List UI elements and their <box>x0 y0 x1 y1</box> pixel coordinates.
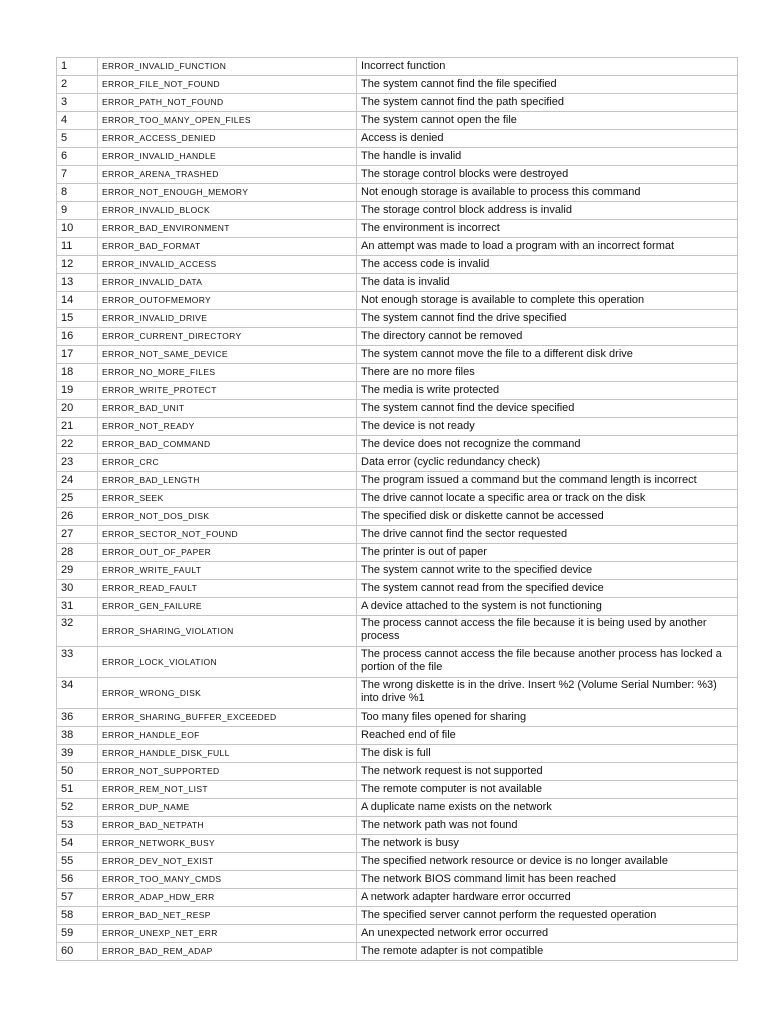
error-constant-cell: ERROR_PATH_NOT_FOUND <box>98 94 357 112</box>
error-description-cell: The system cannot find the file specified <box>357 76 738 94</box>
error-description-cell: The data is invalid <box>357 274 738 292</box>
error-constant-cell: ERROR_OUT_OF_PAPER <box>98 544 357 562</box>
error-description-cell: The drive cannot locate a specific area or track on the disk <box>357 490 738 508</box>
table-row <box>57 112 738 130</box>
error-constant-cell: ERROR_BAD_LENGTH <box>98 472 357 490</box>
error-description-cell: The drive cannot find the sector requested <box>357 526 738 544</box>
table-row <box>57 328 738 346</box>
table-row <box>57 526 738 544</box>
error-description-cell: The disk is full <box>357 745 738 763</box>
table-row <box>57 346 738 364</box>
error-constant-cell: ERROR_REM_NOT_LIST <box>98 781 357 799</box>
error-number-cell: 36 <box>57 709 98 727</box>
error-constant-cell: ERROR_TOO_MANY_OPEN_FILES <box>98 112 357 130</box>
error-number-cell: 39 <box>57 745 98 763</box>
error-constant-cell: ERROR_BAD_UNIT <box>98 400 357 418</box>
error-constant-cell: ERROR_WRITE_PROTECT <box>98 382 357 400</box>
error-number-cell: 4 <box>57 112 98 130</box>
error-description-cell: The device is not ready <box>357 418 738 436</box>
error-description-cell: The wrong diskette is in the drive. Insert %2 (Volume Serial Number: %3) into drive %1 <box>357 678 738 709</box>
table-row <box>57 238 738 256</box>
table-row <box>57 274 738 292</box>
table-row <box>57 508 738 526</box>
table-row <box>57 490 738 508</box>
error-number-cell: 6 <box>57 148 98 166</box>
error-description-cell: The system cannot find the drive specified <box>357 310 738 328</box>
error-constant-cell: ERROR_BAD_FORMAT <box>98 238 357 256</box>
table-row <box>57 616 738 647</box>
error-constant-cell: ERROR_NETWORK_BUSY <box>98 835 357 853</box>
error-constant-cell: ERROR_UNEXP_NET_ERR <box>98 925 357 943</box>
error-description-cell: The network request is not supported <box>357 763 738 781</box>
error-description-cell: The network path was not found <box>357 817 738 835</box>
table-row <box>57 58 738 76</box>
error-number-cell: 9 <box>57 202 98 220</box>
error-description-cell: The network is busy <box>357 835 738 853</box>
error-constant-cell: ERROR_DEV_NOT_EXIST <box>98 853 357 871</box>
error-number-cell: 18 <box>57 364 98 382</box>
table-row <box>57 94 738 112</box>
error-description-cell: Not enough storage is available to process this command <box>357 184 738 202</box>
table-row <box>57 799 738 817</box>
error-number-cell: 24 <box>57 472 98 490</box>
table-row <box>57 382 738 400</box>
error-number-cell: 55 <box>57 853 98 871</box>
table-row <box>57 647 738 678</box>
error-description-cell: A duplicate name exists on the network <box>357 799 738 817</box>
error-constant-cell: ERROR_CURRENT_DIRECTORY <box>98 328 357 346</box>
error-number-cell: 50 <box>57 763 98 781</box>
error-number-cell: 8 <box>57 184 98 202</box>
error-constant-cell: ERROR_FILE_NOT_FOUND <box>98 76 357 94</box>
error-number-cell: 13 <box>57 274 98 292</box>
error-constant-cell: ERROR_WRITE_FAULT <box>98 562 357 580</box>
error-number-cell: 28 <box>57 544 98 562</box>
table-row <box>57 310 738 328</box>
error-number-cell: 27 <box>57 526 98 544</box>
error-description-cell: Access is denied <box>357 130 738 148</box>
error-constant-cell: ERROR_SHARING_BUFFER_EXCEEDED <box>98 709 357 727</box>
error-description-cell: The device does not recognize the command <box>357 436 738 454</box>
error-description-cell: The system cannot open the file <box>357 112 738 130</box>
table-row <box>57 817 738 835</box>
error-description-cell: The process cannot access the file because another process has locked a portion of the file <box>357 647 738 678</box>
error-description-cell: A device attached to the system is not functioning <box>357 598 738 616</box>
error-number-cell: 51 <box>57 781 98 799</box>
error-number-cell: 1 <box>57 58 98 76</box>
error-constant-cell: ERROR_NO_MORE_FILES <box>98 364 357 382</box>
error-description-cell: The program issued a command but the command length is incorrect <box>357 472 738 490</box>
table-row <box>57 853 738 871</box>
error-number-cell: 25 <box>57 490 98 508</box>
error-number-cell: 12 <box>57 256 98 274</box>
error-number-cell: 32 <box>57 616 98 647</box>
error-constant-cell: ERROR_HANDLE_EOF <box>98 727 357 745</box>
error-description-cell: The specified server cannot perform the requested operation <box>357 907 738 925</box>
table-row <box>57 598 738 616</box>
table-row <box>57 256 738 274</box>
error-constant-cell: ERROR_WRONG_DISK <box>98 678 357 709</box>
table-row <box>57 835 738 853</box>
table-row <box>57 166 738 184</box>
table-row <box>57 943 738 961</box>
error-constant-cell: ERROR_NOT_DOS_DISK <box>98 508 357 526</box>
error-number-cell: 59 <box>57 925 98 943</box>
error-constant-cell: ERROR_BAD_NET_RESP <box>98 907 357 925</box>
error-number-cell: 57 <box>57 889 98 907</box>
error-constant-cell: ERROR_INVALID_BLOCK <box>98 202 357 220</box>
error-constant-cell: ERROR_SHARING_VIOLATION <box>98 616 357 647</box>
error-constant-cell: ERROR_DUP_NAME <box>98 799 357 817</box>
error-constant-cell: ERROR_NOT_ENOUGH_MEMORY <box>98 184 357 202</box>
table-row <box>57 202 738 220</box>
table-row <box>57 418 738 436</box>
error-description-cell: There are no more files <box>357 364 738 382</box>
error-number-cell: 26 <box>57 508 98 526</box>
error-description-cell: The system cannot write to the specified device <box>357 562 738 580</box>
error-description-cell: A network adapter hardware error occurred <box>357 889 738 907</box>
error-number-cell: 30 <box>57 580 98 598</box>
error-description-cell: The printer is out of paper <box>357 544 738 562</box>
error-constant-cell: ERROR_READ_FAULT <box>98 580 357 598</box>
error-constant-cell: ERROR_TOO_MANY_CMDS <box>98 871 357 889</box>
error-number-cell: 31 <box>57 598 98 616</box>
error-number-cell: 14 <box>57 292 98 310</box>
error-description-cell: The handle is invalid <box>357 148 738 166</box>
table-row <box>57 925 738 943</box>
table-row <box>57 454 738 472</box>
error-constant-cell: ERROR_INVALID_FUNCTION <box>98 58 357 76</box>
table-row <box>57 220 738 238</box>
error-description-cell: Not enough storage is available to complete this operation <box>357 292 738 310</box>
error-number-cell: 38 <box>57 727 98 745</box>
error-description-cell: The media is write protected <box>357 382 738 400</box>
error-code-table-body <box>57 58 738 961</box>
table-row <box>57 871 738 889</box>
table-row <box>57 436 738 454</box>
error-constant-cell: ERROR_BAD_COMMAND <box>98 436 357 454</box>
error-description-cell: The system cannot find the device specified <box>357 400 738 418</box>
table-row <box>57 472 738 490</box>
error-constant-cell: ERROR_SEEK <box>98 490 357 508</box>
error-description-cell: The storage control block address is invalid <box>357 202 738 220</box>
error-description-cell: The access code is invalid <box>357 256 738 274</box>
table-row <box>57 763 738 781</box>
error-number-cell: 34 <box>57 678 98 709</box>
error-number-cell: 17 <box>57 346 98 364</box>
error-number-cell: 22 <box>57 436 98 454</box>
table-row <box>57 562 738 580</box>
error-description-cell: The directory cannot be removed <box>357 328 738 346</box>
error-number-cell: 7 <box>57 166 98 184</box>
error-number-cell: 33 <box>57 647 98 678</box>
error-description-cell: The specified disk or diskette cannot be accessed <box>357 508 738 526</box>
error-number-cell: 52 <box>57 799 98 817</box>
error-constant-cell: ERROR_NOT_SUPPORTED <box>98 763 357 781</box>
table-row <box>57 727 738 745</box>
error-constant-cell: ERROR_INVALID_ACCESS <box>98 256 357 274</box>
error-constant-cell: ERROR_OUTOFMEMORY <box>98 292 357 310</box>
error-constant-cell: ERROR_CRC <box>98 454 357 472</box>
error-description-cell: The system cannot move the file to a different disk drive <box>357 346 738 364</box>
error-number-cell: 11 <box>57 238 98 256</box>
error-description-cell: The process cannot access the file because it is being used by another process <box>357 616 738 647</box>
table-row <box>57 678 738 709</box>
error-number-cell: 3 <box>57 94 98 112</box>
error-number-cell: 21 <box>57 418 98 436</box>
error-description-cell: The remote computer is not available <box>357 781 738 799</box>
error-constant-cell: ERROR_ARENA_TRASHED <box>98 166 357 184</box>
error-constant-cell: ERROR_HANDLE_DISK_FULL <box>98 745 357 763</box>
error-number-cell: 29 <box>57 562 98 580</box>
error-description-cell: The specified network resource or device is no longer available <box>357 853 738 871</box>
error-constant-cell: ERROR_BAD_ENVIRONMENT <box>98 220 357 238</box>
error-description-cell: The environment is incorrect <box>357 220 738 238</box>
table-row <box>57 148 738 166</box>
table-row <box>57 781 738 799</box>
error-description-cell: Incorrect function <box>357 58 738 76</box>
error-constant-cell: ERROR_LOCK_VIOLATION <box>98 647 357 678</box>
error-description-cell: The storage control blocks were destroyed <box>357 166 738 184</box>
table-row <box>57 709 738 727</box>
table-row <box>57 580 738 598</box>
table-row <box>57 889 738 907</box>
table-row <box>57 544 738 562</box>
error-description-cell: Too many files opened for sharing <box>357 709 738 727</box>
error-number-cell: 23 <box>57 454 98 472</box>
error-number-cell: 60 <box>57 943 98 961</box>
error-number-cell: 16 <box>57 328 98 346</box>
error-description-cell: The system cannot read from the specified device <box>357 580 738 598</box>
error-description-cell: An unexpected network error occurred <box>357 925 738 943</box>
error-constant-cell: ERROR_BAD_REM_ADAP <box>98 943 357 961</box>
error-constant-cell: ERROR_NOT_SAME_DEVICE <box>98 346 357 364</box>
error-description-cell: An attempt was made to load a program with an incorrect format <box>357 238 738 256</box>
error-number-cell: 2 <box>57 76 98 94</box>
table-row <box>57 184 738 202</box>
error-description-cell: The remote adapter is not compatible <box>357 943 738 961</box>
error-constant-cell: ERROR_ADAP_HDW_ERR <box>98 889 357 907</box>
error-number-cell: 19 <box>57 382 98 400</box>
error-number-cell: 56 <box>57 871 98 889</box>
error-number-cell: 20 <box>57 400 98 418</box>
table-row <box>57 130 738 148</box>
table-row <box>57 400 738 418</box>
error-constant-cell: ERROR_INVALID_DRIVE <box>98 310 357 328</box>
error-description-cell: Data error (cyclic redundancy check) <box>357 454 738 472</box>
error-code-table <box>56 57 738 961</box>
error-constant-cell: ERROR_SECTOR_NOT_FOUND <box>98 526 357 544</box>
error-description-cell: Reached end of file <box>357 727 738 745</box>
error-number-cell: 54 <box>57 835 98 853</box>
error-number-cell: 10 <box>57 220 98 238</box>
error-number-cell: 53 <box>57 817 98 835</box>
error-description-cell: The network BIOS command limit has been reached <box>357 871 738 889</box>
table-row <box>57 76 738 94</box>
error-constant-cell: ERROR_NOT_READY <box>98 418 357 436</box>
table-row <box>57 292 738 310</box>
error-constant-cell: ERROR_GEN_FAILURE <box>98 598 357 616</box>
table-row <box>57 364 738 382</box>
error-constant-cell: ERROR_INVALID_DATA <box>98 274 357 292</box>
error-number-cell: 58 <box>57 907 98 925</box>
table-row <box>57 745 738 763</box>
error-constant-cell: ERROR_INVALID_HANDLE <box>98 148 357 166</box>
error-number-cell: 5 <box>57 130 98 148</box>
error-number-cell: 15 <box>57 310 98 328</box>
table-row <box>57 907 738 925</box>
error-constant-cell: ERROR_BAD_NETPATH <box>98 817 357 835</box>
error-constant-cell: ERROR_ACCESS_DENIED <box>98 130 357 148</box>
error-description-cell: The system cannot find the path specified <box>357 94 738 112</box>
